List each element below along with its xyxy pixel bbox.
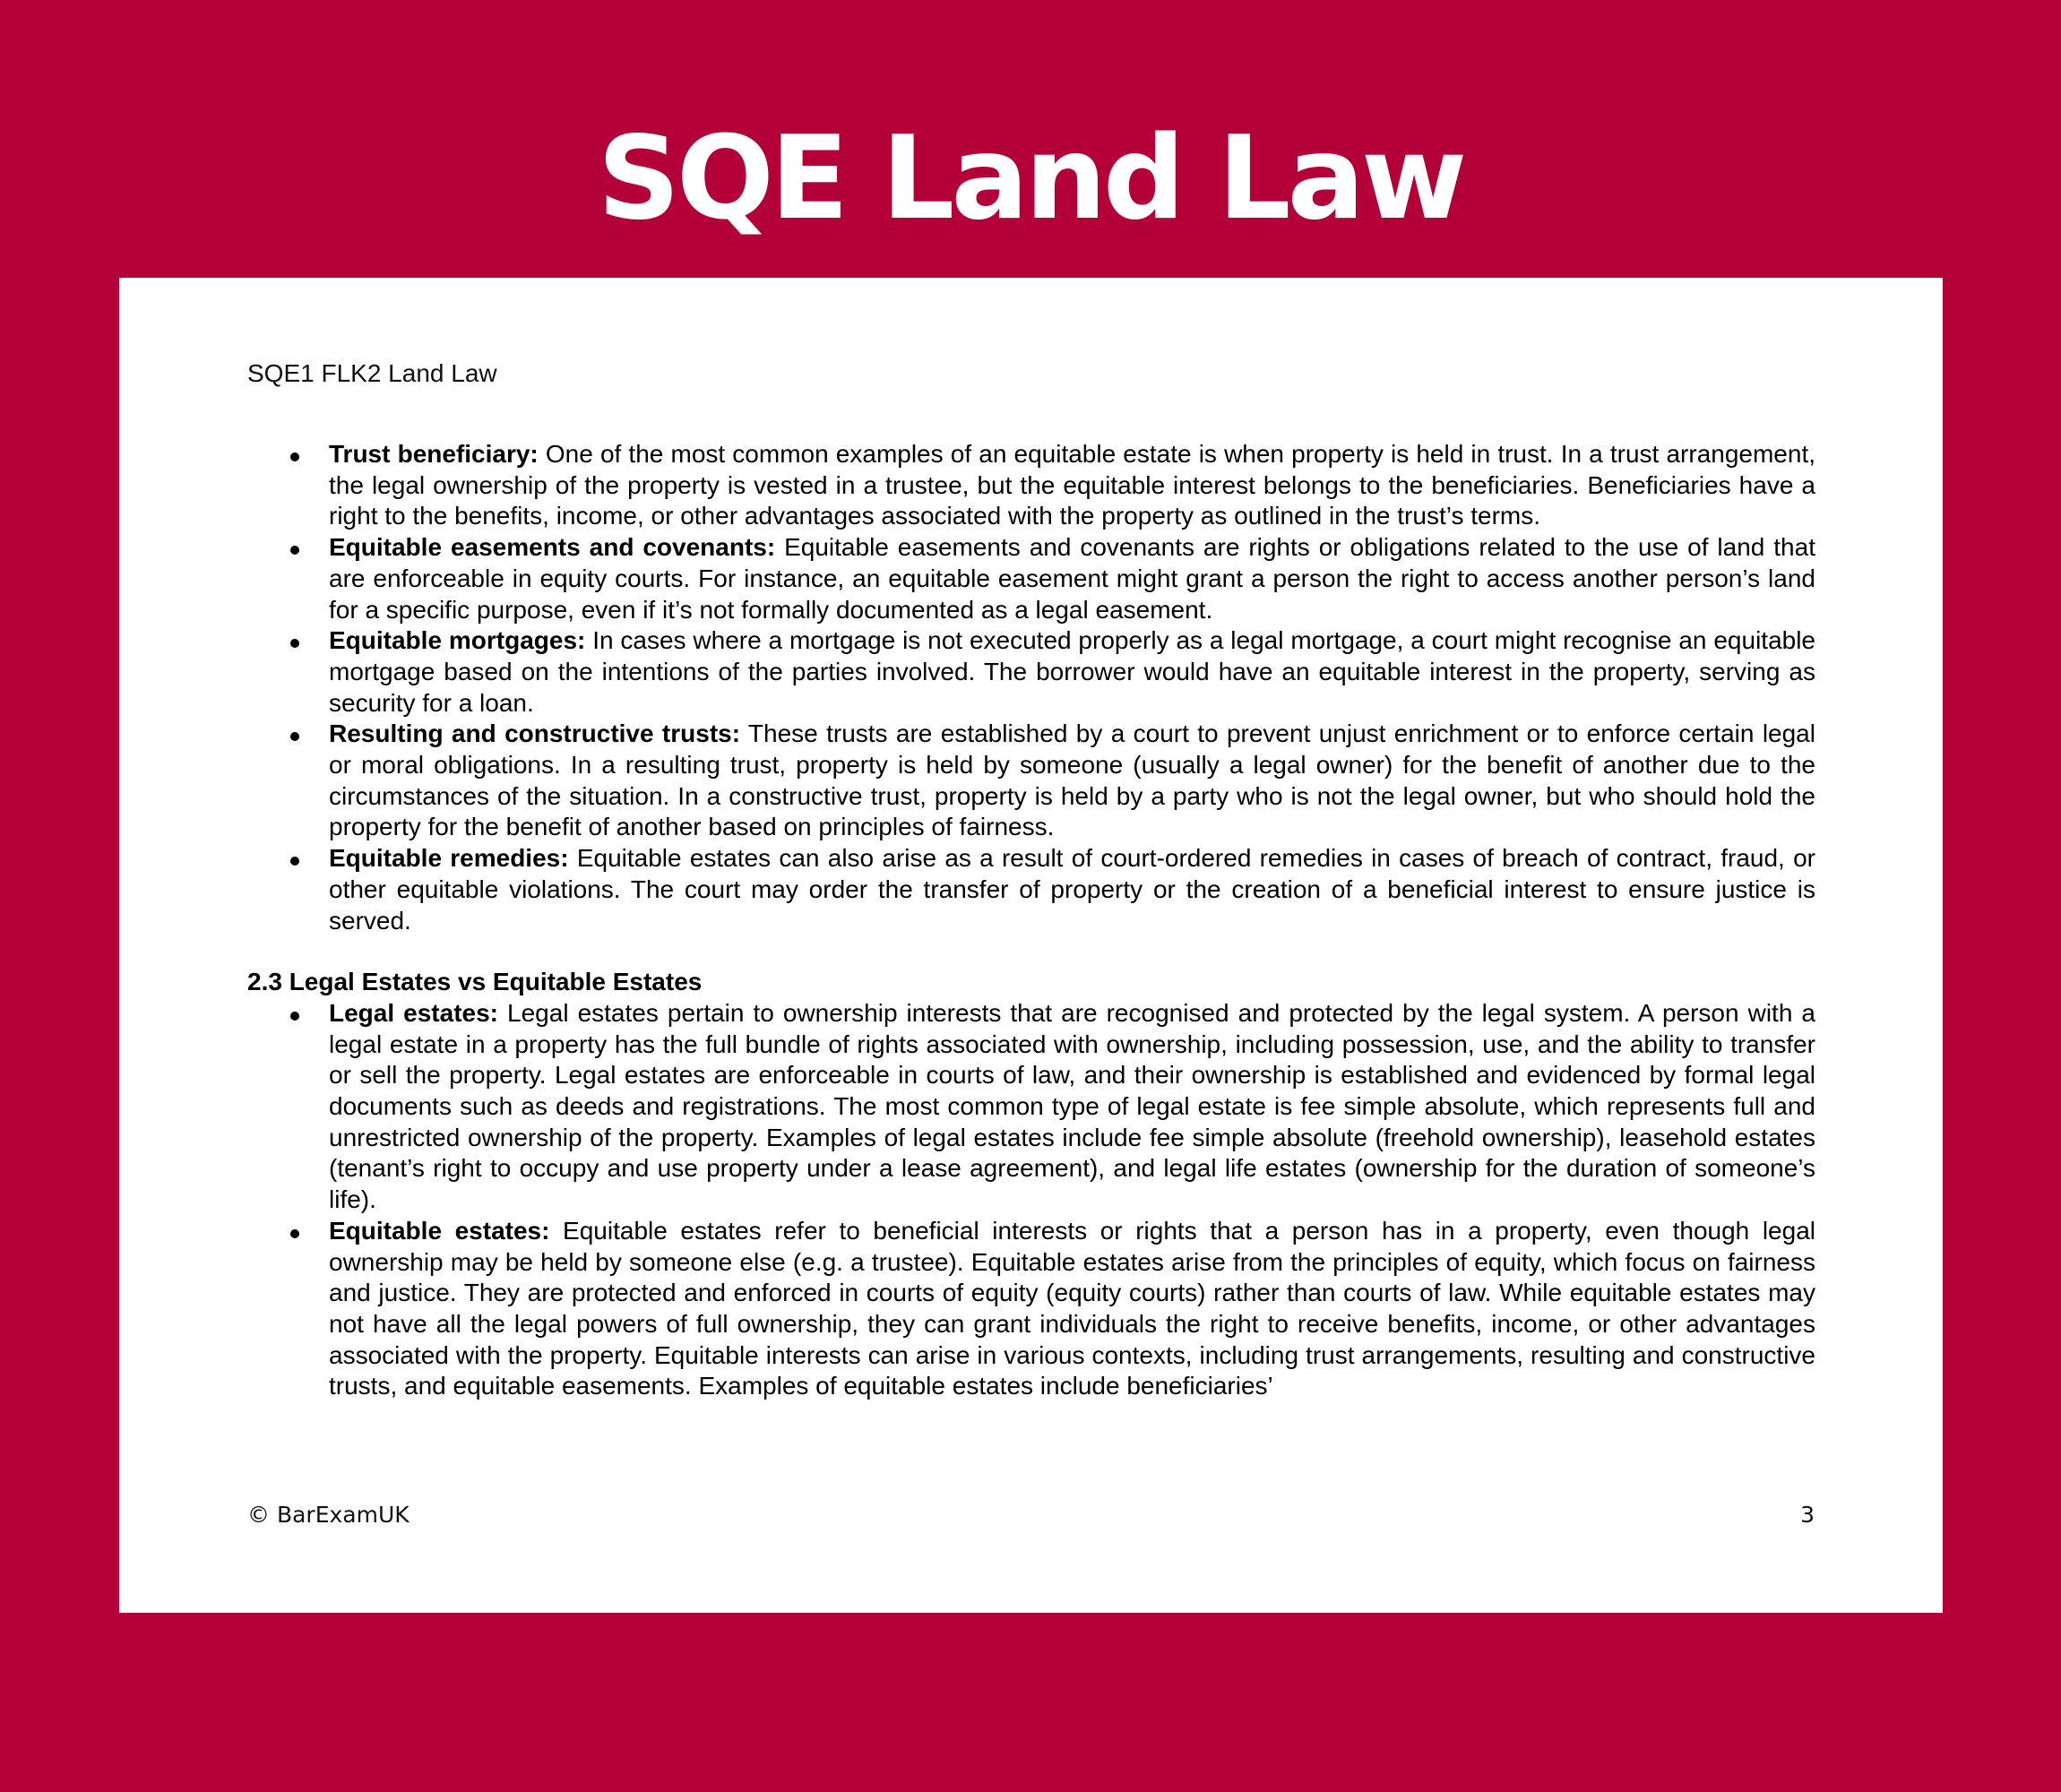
page-header: SQE1 FLK2 Land Law: [247, 359, 497, 387]
banner-title: SQE Land Law: [597, 112, 1464, 246]
list-item-term: Legal estates:: [329, 998, 498, 1027]
equitable-estate-examples-list: [247, 439, 1815, 936]
footer-copyright: © BarExamUK: [247, 1502, 410, 1528]
document-page: [119, 278, 1943, 1613]
bullet-icon: [290, 1012, 299, 1021]
list-item: [247, 998, 1815, 1216]
list-item-term: Equitable easements and covenants:: [329, 533, 776, 562]
list-item-term: Equitable mortgages:: [329, 626, 586, 655]
list-item-term: Trust beneficiary:: [329, 440, 539, 468]
section-heading: 2.3 Legal Estates vs Equitable Estates: [247, 968, 703, 996]
list-item-text: These trusts are established by a court to prevent unjust enrichment or to enforce certain legal or moral obligations. In a resulting trust, property is held by someone (usually a legal owner) for the benefit of another due to the circumstances of the situation. In a constructive trust, property is held by a party who is not the legal owner, but who should hold the property for the benefit of another based on principles of fairness.: [329, 719, 1815, 841]
list-item: [247, 532, 1815, 625]
list-item: [247, 843, 1815, 936]
footer-page-number: 3: [1800, 1502, 1815, 1528]
list-item-text: Equitable easements and covenants are rights or obligations related to the use of land that are enforceable in equity courts. For instance, an equitable easement might grant a person the right to access another person’s land for a specific purpose, even if it’s not formally documented as a legal easement.: [329, 533, 1815, 624]
list-item: [247, 625, 1815, 719]
bullet-icon: [290, 1229, 299, 1238]
page-content: [247, 439, 1815, 1402]
list-item: [247, 439, 1815, 532]
list-item-text: In cases where a mortgage is not executed properly as a legal mortgage, a court might recognise an equitable mortgage based on the intentions of the parties involved. The borrower would have an equitable interest in the property, serving as security for a loan.: [329, 626, 1816, 717]
list-item-text: Equitable estates can also arise as a result of court-ordered remedies in cases of breach of contract, fraud, or other equitable violations. The court may order the transfer of property or the creation of a beneficial interest to ensure justice is served.: [329, 844, 1815, 935]
list-item-term: Resulting and constructive trusts:: [329, 719, 741, 748]
bullet-icon: [290, 452, 299, 461]
bullet-icon: [290, 857, 299, 866]
legal-vs-equitable-list: [247, 998, 1815, 1402]
list-item-term: Equitable estates:: [329, 1216, 550, 1245]
list-item-text: Legal estates pertain to ownership interests that are recognised and protected by the legal system. A person with a legal estate in a property has the full bundle of rights associated with ownership, including possession, use, and the ability to transfer or sell the property. Legal estates are enforceable in courts of law, and their ownership is established and evidenced by formal legal documents such as deeds and registrations. The most common type of legal estate is fee simple absolute, which represents full and unrestricted ownership of the property. Examples of legal estates include fee simple absolute (freehold ownership), leasehold estates (tenant’s right to occupy and use property under a lease agreement), and legal life estates (ownership for the duration of someone’s life).: [329, 998, 1815, 1214]
list-item-term: Equitable remedies:: [329, 844, 569, 873]
list-item-text: Equitable estates refer to beneficial interests or rights that a person has in a property, even though legal ownership may be held by someone else (e.g. a trustee). Equitable estates arise from the principles of equity, which focus on fairness and justice. They are protected and enforced in courts of equity (equity courts) rather than courts of law. While equitable estates may not have all the legal powers of full ownership, they can grant individuals the right to receive benefits, income, or other advantages associated with the property. Equitable interests can arise in various contexts, including trust arrangements, resulting and constructive trusts, and equitable easements. Examples of equitable estates include beneficiaries’: [329, 1216, 1815, 1400]
list-item-text: One of the most common examples of an equitable estate is when property is held in trust. In a trust arrangement, the legal ownership of the property is vested in a trustee, but the equitable interest belongs to the beneficiaries. Beneficiaries have a right to the benefits, income, or other advantages associated with the property as outlined in the trust’s terms.: [329, 440, 1816, 530]
bullet-icon: [290, 639, 299, 648]
list-item: [247, 719, 1815, 843]
bullet-icon: [290, 546, 299, 555]
list-item: [247, 1216, 1815, 1402]
bullet-icon: [290, 732, 299, 741]
